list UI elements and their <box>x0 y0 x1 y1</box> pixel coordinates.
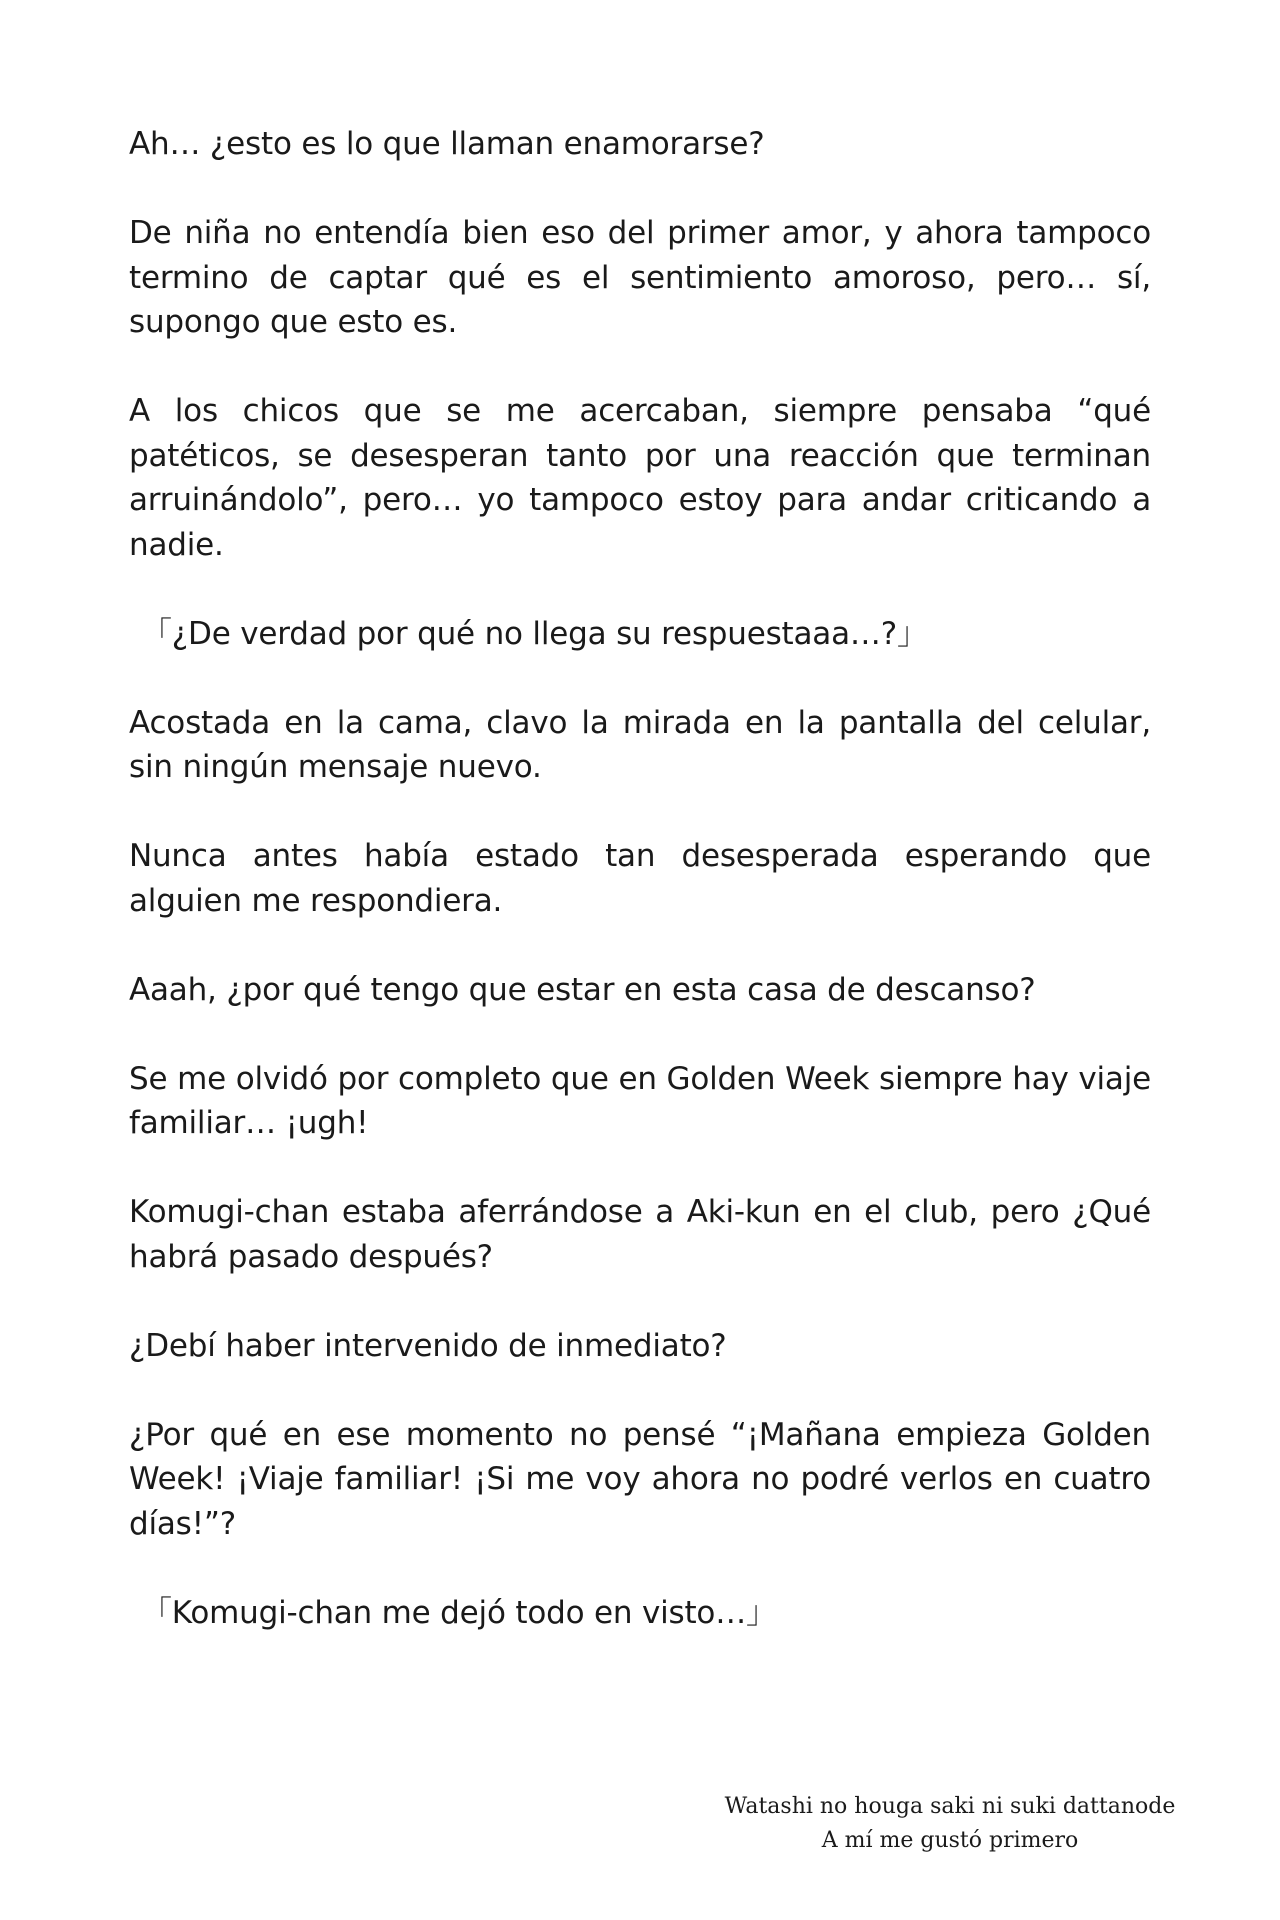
story-text <box>129 122 1151 1680</box>
footer-title-romaji: Watashi no houga saki ni suki dattanode <box>724 1794 1176 1819</box>
paragraph-10: ¿Debí haber intervenido de inmediato? <box>129 1327 727 1364</box>
paragraph-7: Aaah, ¿por qué tengo que estar en esta casa de descanso? <box>129 971 1036 1008</box>
paragraph-3: A los chicos que se me acercaban, siempre pensaba “qué patéticos, se desesperan tanto por una reacción que terminan arruinándolo”, pero… yo tampoco estoy para andar criticando a nadie. <box>129 393 1151 563</box>
paragraph-9: Komugi-chan estaba aferrándose a Aki-kun en el club, pero ¿Qué habrá pasado después? <box>129 1194 1151 1275</box>
footer-title-spanish: A mí me gustó primero <box>821 1828 1079 1853</box>
paragraph-5: Acostada en la cama, clavo la mirada en la pantalla del celular, sin ningún mensaje nuevo. <box>129 704 1151 785</box>
dialogue-1: 「¿De verdad por qué no llega su respuestaaa…?」 <box>141 615 928 652</box>
page-footer <box>700 1790 1200 1858</box>
dialogue-2: 「Komugi-chan me dejó todo en visto…」 <box>141 1594 777 1631</box>
paragraph-1: Ah… ¿esto es lo que llaman enamorarse? <box>129 126 765 162</box>
paragraph-8: Se me olvidó por completo que en Golden Week siempre hay viaje familiar… ¡ugh! <box>129 1060 1151 1141</box>
paragraph-6: Nunca antes había estado tan desesperada esperando que alguien me respondiera. <box>129 838 1151 919</box>
paragraph-2: De niña no entendía bien eso del primer amor, y ahora tampoco termino de captar qué es el sentimiento amoroso, pero… sí, supongo que esto es. <box>129 215 1151 340</box>
paragraph-11: ¿Por qué en ese momento no pensé “¡Mañana empieza Golden Week! ¡Viaje familiar! ¡Si me voy ahora no podré verlos en cuatro días!”? <box>129 1416 1151 1542</box>
